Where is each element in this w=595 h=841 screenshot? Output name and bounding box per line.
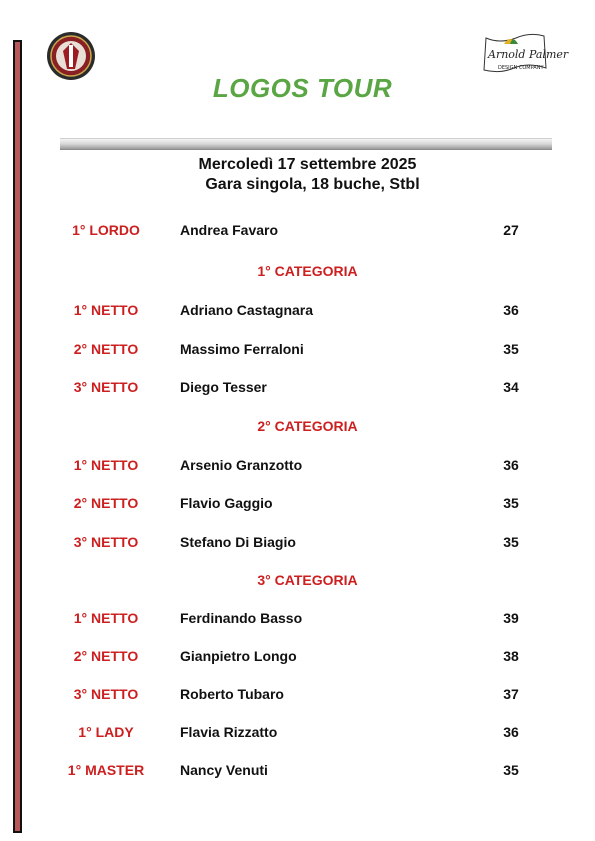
player-score: 35 xyxy=(503,534,519,550)
player-name: Flavio Gaggio xyxy=(180,495,273,511)
result-row xyxy=(0,493,595,513)
player-score: 38 xyxy=(503,648,519,664)
position-label: 1° NETTO xyxy=(73,610,139,626)
category-heading: 1° CATEGORIA xyxy=(257,263,358,279)
logo-signature: Arnold Palmer xyxy=(488,48,569,61)
result-row xyxy=(0,339,595,359)
position-label: 3° NETTO xyxy=(73,379,139,395)
result-row xyxy=(0,455,595,475)
player-name: Nancy Venuti xyxy=(180,762,268,778)
player-score: 36 xyxy=(503,724,519,740)
result-row xyxy=(0,684,595,704)
position-label: 1° NETTO xyxy=(73,302,139,318)
player-score: 37 xyxy=(503,686,519,702)
position-label: 2° NETTO xyxy=(73,495,139,511)
player-name: Roberto Tubaro xyxy=(180,686,284,702)
player-name: Adriano Castagnara xyxy=(180,302,314,318)
player-score: 27 xyxy=(503,222,519,238)
position-label: 1° LORDO xyxy=(72,222,140,238)
page-title: LOGOS TOUR xyxy=(212,73,393,103)
category-heading: 2° CATEGORIA xyxy=(257,418,358,434)
player-name: Arsenio Granzotto xyxy=(180,457,303,473)
position-label: 3° NETTO xyxy=(73,534,139,550)
player-name: Andrea Favaro xyxy=(180,222,279,238)
result-row xyxy=(0,532,595,552)
player-name: Massimo Ferraloni xyxy=(180,341,304,357)
position-label: 1° NETTO xyxy=(73,457,139,473)
position-label: 3° NETTO xyxy=(73,686,139,702)
player-name: Ferdinando Basso xyxy=(180,610,303,626)
player-score: 35 xyxy=(503,762,519,778)
result-row-lady xyxy=(0,722,595,742)
result-row-lordo xyxy=(0,220,595,240)
player-name: Diego Tesser xyxy=(180,379,267,395)
position-label: 2° NETTO xyxy=(73,341,139,357)
player-score: 36 xyxy=(503,457,519,473)
player-name: Flavia Rizzatto xyxy=(180,724,278,740)
player-score: 35 xyxy=(503,341,519,357)
result-row xyxy=(0,300,595,320)
player-score: 36 xyxy=(503,302,519,318)
event-date: Mercoledì 17 settembre 2025 xyxy=(198,156,417,173)
position-label: 2° NETTO xyxy=(73,648,139,664)
header-divider xyxy=(60,138,552,150)
player-score: 35 xyxy=(503,495,519,511)
result-row xyxy=(0,646,595,666)
position-label: 1° LADY xyxy=(78,724,134,740)
player-name: Gianpietro Longo xyxy=(180,648,297,664)
category-heading: 3° CATEGORIA xyxy=(257,572,358,588)
player-name: Stefano Di Biagio xyxy=(180,534,296,550)
player-score: 39 xyxy=(503,610,519,626)
logo-subtext: DESIGN COMPANY xyxy=(498,65,544,71)
position-label: 1° MASTER xyxy=(67,762,145,778)
result-row xyxy=(0,377,595,397)
event-format: Gara singola, 18 buche, Stbl xyxy=(205,176,420,193)
player-score: 34 xyxy=(503,379,519,395)
result-row xyxy=(0,608,595,628)
result-row-master xyxy=(0,760,595,780)
